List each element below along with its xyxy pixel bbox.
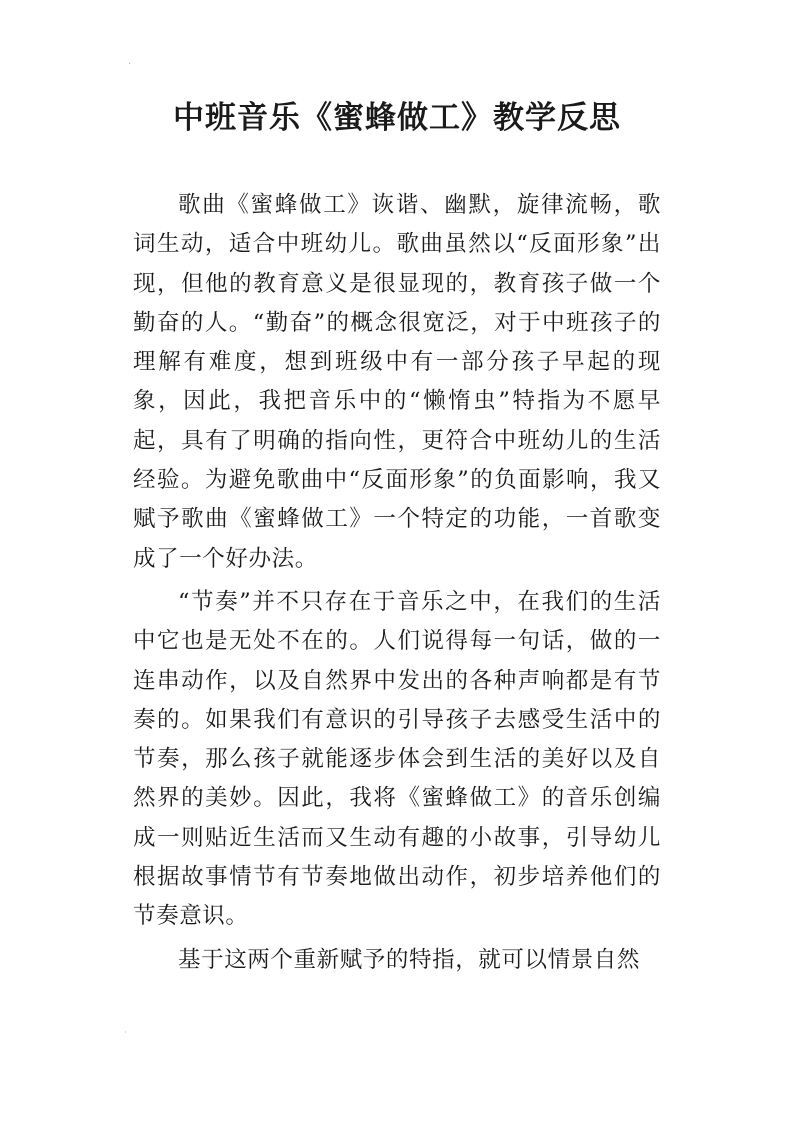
document-body <box>133 186 661 980</box>
paragraph-3: 基于这两个重新赋予的特指，就可以情景自然 <box>178 946 641 973</box>
paragraph-2: “节奏”并不只存在于音乐之中，在我们的生活中它也是无处不在的。人们说得每一句话，做的一连串动作，以及自然界中发出的各种声响都是有节奏的。如果我们有意识的引导孩子去感受生活中的节奏，那么孩子就能逐步体会到生活的美好以及自然界的美妙。因此，我将《蜜蜂做工》的音乐创编成一则贴近生活而又生动有趣的小故事，引导幼儿根据故事情节有节奏地做出动作，初步培养他们的节奏意识。 <box>133 588 661 930</box>
scan-speck-top: · <box>128 59 132 70</box>
document-title: 中班音乐《蜜蜂做工》教学反思 <box>173 100 621 136</box>
paragraph-1: 歌曲《蜜蜂做工》诙谐、幽默，旋律流畅，歌词生动，适合中班幼儿。歌曲虽然以“反面形象”出现，但他的教育意义是很显现的，教育孩子做一个勤奋的人。“勤奋”的概念很宽泛，对于中班孩子的理解有难度，想到班级中有一部分孩子早起的现象，因此，我把音乐中的“懒惰虫”特指为不愿早起，具有了明确的指向性，更符合中班幼儿的生活经验。为避免歌曲中“反面形象”的负面影响，我又赋予歌曲《蜜蜂做工》一个特定的功能，一首歌变成了一个好办法。 <box>133 192 661 572</box>
scan-speck-bottom: ˙ <box>123 1031 128 1042</box>
